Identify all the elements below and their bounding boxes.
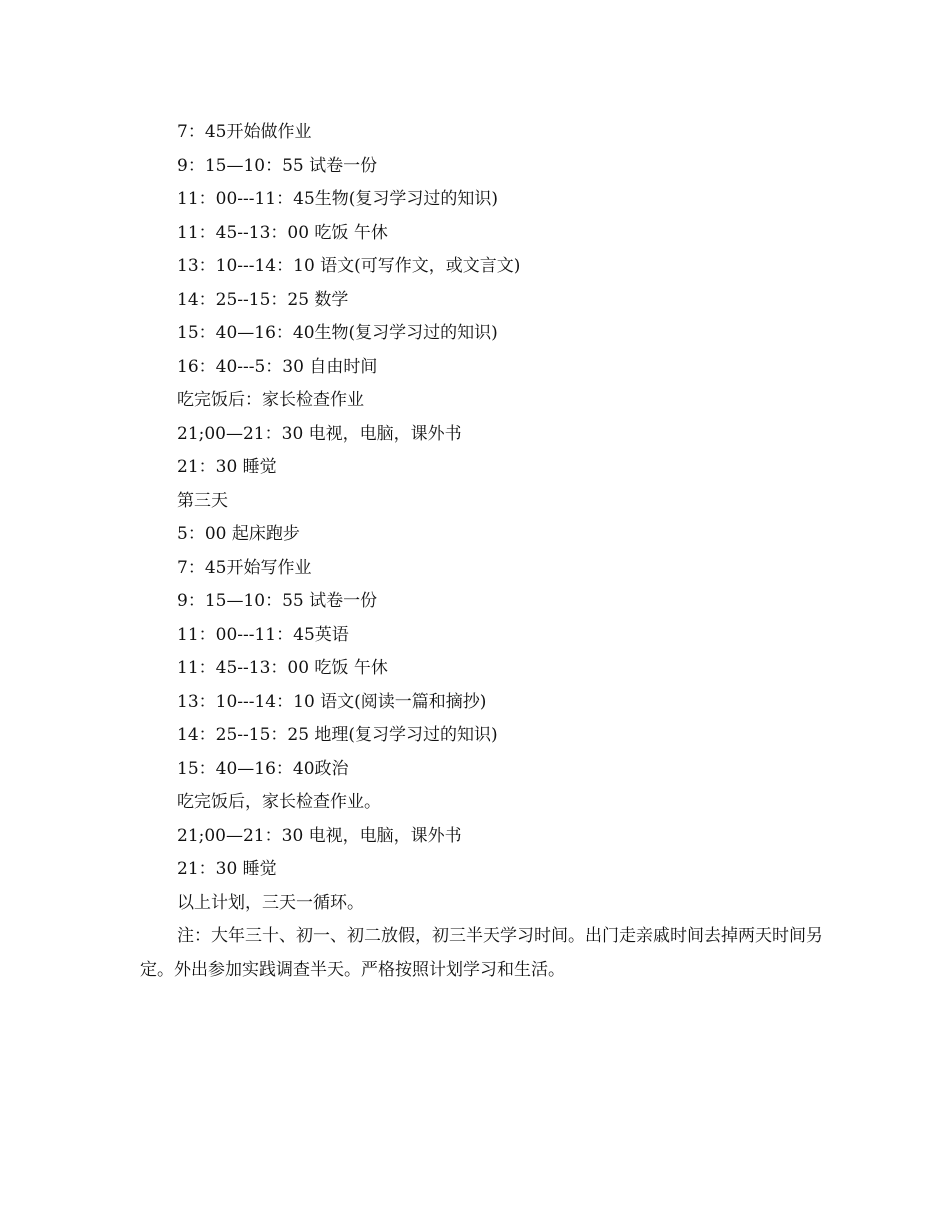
schedule-line: 16：40---5：30 自由时间 — [177, 356, 378, 377]
schedule-line: 13：10---14：10 语文(阅读一篇和摘抄) — [177, 691, 487, 712]
schedule-line: 11：00---11：45生物(复习学习过的知识) — [177, 189, 499, 209]
schedule-line: 5：00 起床跑步 — [177, 524, 300, 544]
schedule-line: 15：40—16：40政治 — [177, 758, 349, 779]
schedule-line: 21;00—21：30 电视，电脑，课外书 — [177, 423, 462, 444]
note-paragraph: 注：大年三十、初一、初二放假，初三半天学习时间。出门走亲戚时间去掉两天时间另定。外出参加实践调查半天。严格按照计划学习和生活。 — [140, 926, 823, 980]
schedule-line: 吃完饭后，家长检查作业。 — [177, 792, 381, 812]
schedule-line: 21：30 睡觉 — [177, 457, 277, 477]
schedule-line: 7：45开始做作业 — [177, 122, 312, 142]
day-heading: 第三天 — [177, 490, 228, 511]
summary-line: 以上计划，三天一循环。 — [177, 892, 364, 913]
schedule-line: 9：15—10：55 试卷一份 — [177, 155, 378, 176]
schedule-line: 11：45--13：00 吃饭 午休 — [177, 222, 388, 243]
schedule-line: 14：25--15：25 数学 — [177, 289, 349, 310]
schedule-line: 21;00—21：30 电视，电脑，课外书 — [177, 825, 462, 846]
document-body — [140, 116, 830, 987]
schedule-line: 14：25--15：25 地理(复习学习过的知识) — [177, 725, 498, 745]
schedule-line: 11：00---11：45英语 — [177, 624, 349, 645]
schedule-line: 21：30 睡觉 — [177, 859, 277, 879]
schedule-line: 13：10---14：10 语文(可写作文，或文言文) — [177, 256, 521, 276]
schedule-line: 15：40—16：40生物(复习学习过的知识) — [177, 323, 498, 343]
schedule-line: 吃完饭后：家长检查作业 — [177, 390, 364, 410]
schedule-line: 7：45开始写作业 — [177, 557, 312, 578]
schedule-line: 11：45--13：00 吃饭 午休 — [177, 658, 388, 678]
schedule-line: 9：15—10：55 试卷一份 — [177, 591, 378, 611]
